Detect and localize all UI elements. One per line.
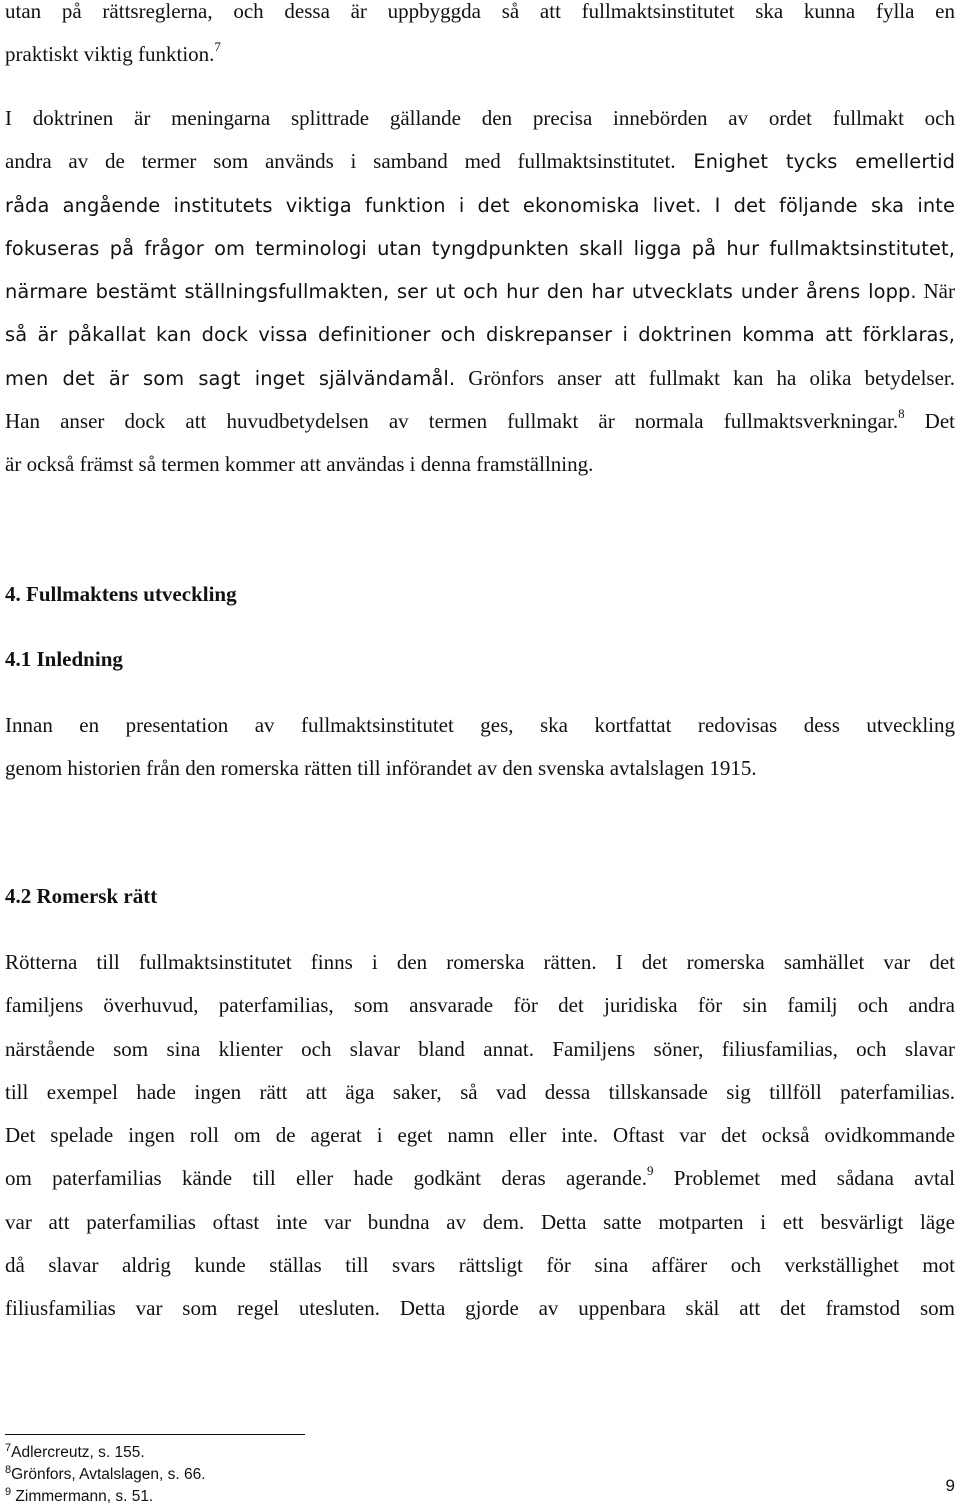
text-line [5, 270, 955, 313]
footnote-ref: 7 [214, 39, 221, 55]
text-line: så är påkallat kan dock vissa definitioner och diskrepanser i doktrinen komma att förklaras, [5, 323, 955, 347]
text-segment: men det är som sagt inget självändamål. [5, 366, 456, 390]
text-segment: om paterfamilias kände till eller hade godkänt deras agerande. [5, 1166, 647, 1191]
text-line: till exempel hade ingen rätt att äga saker, så vad dessa tillskansade sig tillföll paterfamilias. [5, 1079, 955, 1104]
text-line [5, 357, 955, 400]
text-line: genom historien från den romerska rätten till införandet av den svenska avtalslagen 1915. [5, 756, 757, 781]
text-segment: I det romerska samhället var det [596, 950, 955, 974]
footnote-number: 8 [5, 1464, 12, 1476]
text-segment: Han anser dock att huvudbetydelsen av termen fullmakt är normala fullmaktsverkningar. [5, 409, 899, 434]
text-segment: Enighet tycks emellertid [675, 150, 955, 174]
text-segment: råda angående institutets viktiga funktion i det ekonomiska livet. [5, 193, 702, 217]
text-line [5, 33, 955, 76]
text-line [5, 184, 955, 227]
subsection-heading: 4.2 Romersk rätt [5, 884, 158, 908]
text-segment: När [916, 279, 955, 304]
text-line [5, 1114, 955, 1157]
text-line: I doktrinen är meningarna splittrade gällande den precisa innebörden av ordet fullmakt och [5, 106, 955, 130]
text-segment: Detta satte motparten i ett besvärligt läge [524, 1209, 955, 1234]
text-line [5, 1028, 955, 1071]
text-segment: andra av de termer som används i samband med fullmaktsinstitutet. [5, 149, 676, 174]
text-segment: Grönfors anser att fullmakt kan ha olika betydelser. [455, 365, 955, 390]
text-segment: närstående som sina klienter och slavar bland annat. [5, 1036, 535, 1061]
text-segment: Detta gjorde av uppenbara skäl att det framstod som [380, 1296, 956, 1321]
footnote-text: Grönfors, Avtalslagen, s. 66. [11, 1466, 206, 1483]
text-segment: Rötterna till fullmaktsinstitutet finns i den romerska rätten. [5, 950, 597, 974]
text-line [5, 140, 955, 183]
section-heading: 4. Fullmaktens utveckling [5, 582, 237, 606]
text-line [5, 1201, 955, 1244]
footnote-text: Zimmermann, s. 51. [11, 1488, 154, 1505]
footnote [5, 1442, 206, 1464]
text-segment: Problemet med sådana avtal [653, 1166, 955, 1191]
text-segment: Det [904, 409, 955, 434]
text-line: fokuseras på frågor om terminologi utan tyngdpunkten skall ligga på hur fullmaktsinstitutet, [5, 236, 955, 260]
text-line: då slavar aldrig kunde ställas till svars rättsligt för sina affärer och verkställighet mot [5, 1253, 955, 1278]
text-line [5, 400, 955, 443]
footnote [5, 1486, 206, 1508]
footnote-number: 7 [5, 1442, 12, 1454]
paragraph-doctrine [5, 97, 955, 487]
text-segment: Familjens söner, filiusfamilias, och slavar [534, 1036, 955, 1061]
subsection-heading: 4.1 Inledning [5, 647, 123, 671]
footnote [5, 1464, 206, 1486]
footnote-ref: 9 [647, 1163, 654, 1179]
footnote-ref: 8 [898, 406, 905, 422]
text-segment: filiusfamilias var som regel utesluten. [5, 1296, 380, 1321]
page-number: 9 [945, 1476, 955, 1495]
text-segment: var att paterfamilias oftast inte var bundna av dem. [5, 1209, 525, 1234]
footnote-number: 9 [5, 1486, 12, 1498]
text-line [5, 1157, 955, 1200]
text-segment: närmare bestämt ställningsfullmakten, ser ut och hur den har utvecklats under årens lopp. [5, 280, 917, 304]
text-line [5, 1287, 955, 1330]
footnote-text: Adlercreutz, s. 155. [11, 1444, 145, 1461]
paragraph-continuation [5, 0, 955, 77]
paragraph-roman-law [5, 941, 955, 1331]
text-line: familjens överhuvud, paterfamilias, som ansvarade för det juridiska för sin familj och andra [5, 993, 955, 1018]
text-line: är också främst så termen kommer att användas i denna framställning. [5, 452, 594, 477]
footnotes [5, 1442, 206, 1508]
paragraph-introduction [5, 704, 955, 791]
text-segment: Oftast var det också ovidkommande [598, 1123, 956, 1148]
text-segment: praktiskt viktig funktion. [5, 42, 215, 67]
text-line: utan på rättsreglerna, och dessa är uppbyggda så att fullmaktsinstitutet ska kunna fylla en [5, 0, 955, 23]
text-segment: I det följande ska inte [701, 193, 955, 217]
text-segment: Det spelade ingen roll om de agerat i eget namn eller inte. [5, 1123, 599, 1148]
text-line [5, 941, 955, 984]
text-line: Innan en presentation av fullmaktsinstitutet ges, ska kortfattat redovisas dess utveckling [5, 713, 955, 737]
footnote-divider [5, 1434, 305, 1435]
